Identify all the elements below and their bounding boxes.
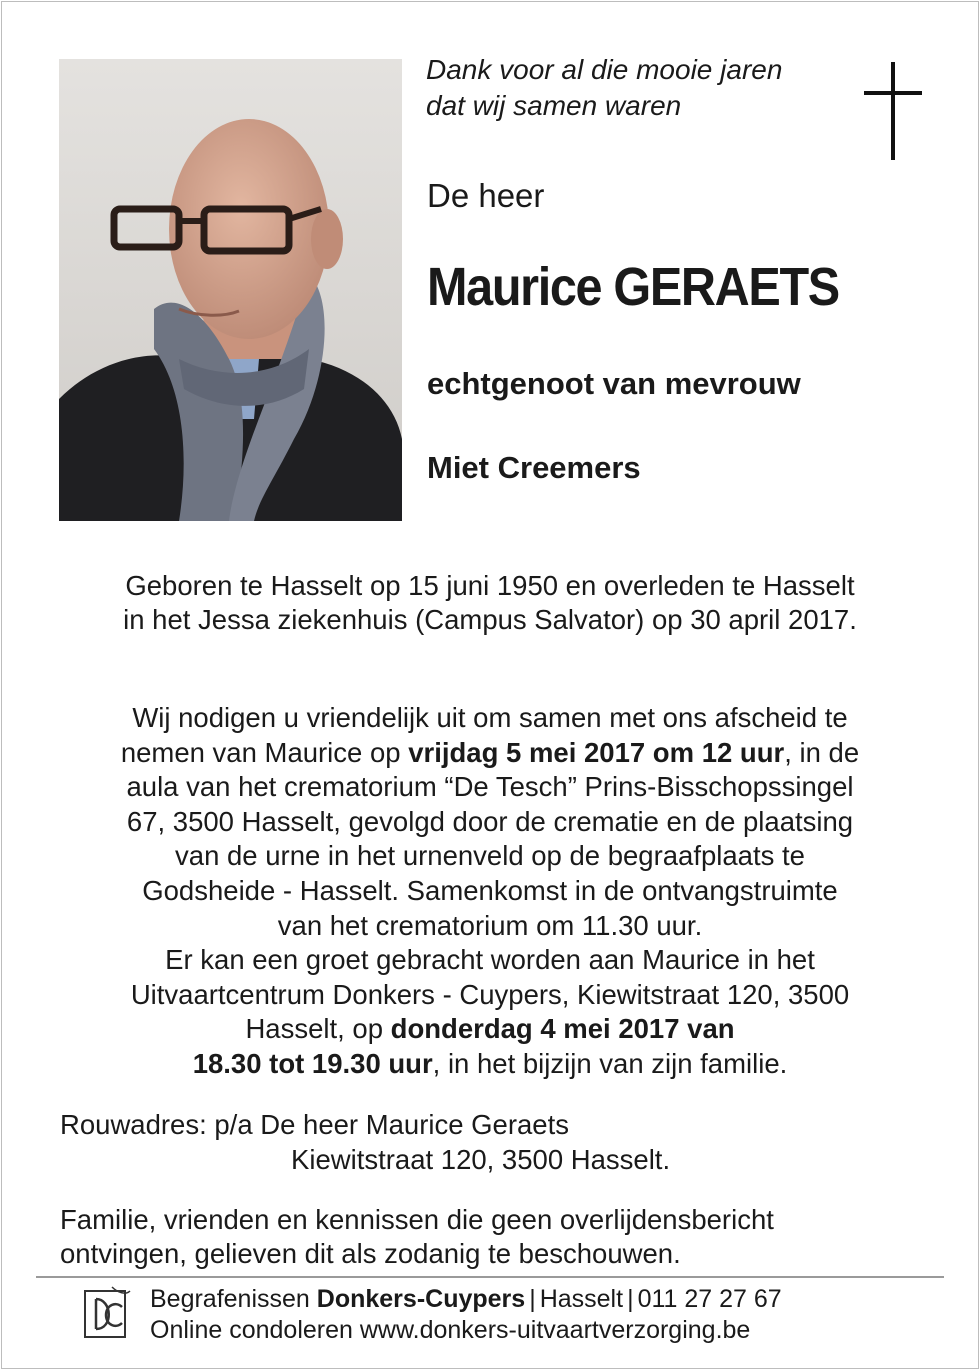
invite-line: Wij nodigen u vriendelijk uit om samen met ons afscheid te	[132, 702, 848, 733]
salutation: De heer	[427, 177, 545, 214]
invite-line: aula van het crematorium “De Tesch” Prins-Bisschopssingel	[126, 771, 854, 803]
born-line-1: Geboren te Hasselt op 15 juni 1950 en overleden te Hasselt	[125, 570, 855, 601]
family-line-2: ontvingen, gelieven dit als zodanig te beschouwen.	[60, 1238, 681, 1269]
birth-death-info	[30, 569, 950, 637]
footer-separator: |	[627, 1285, 634, 1313]
spouse-name: Miet Creemers	[427, 450, 641, 485]
quote-line-2: dat wij samen waren	[426, 90, 682, 121]
invite-text: nemen van Maurice op	[120, 736, 409, 768]
invite-line	[30, 1047, 950, 1082]
footer	[150, 1284, 782, 1346]
visitation-time: 18.30 tot 19.30 uur	[192, 1047, 433, 1079]
footer-prefix: Begrafenissen	[150, 1285, 317, 1313]
footer-divider	[36, 1276, 944, 1278]
cross-icon	[864, 62, 922, 160]
footer-phone: 011 27 27 67	[637, 1285, 782, 1313]
ceremony-date: vrijdag 5 mei 2017 om 12 uur	[408, 736, 785, 768]
quote-line-1: Dank voor al die mooie jaren	[426, 54, 783, 85]
footer-separator: |	[529, 1285, 536, 1313]
invite-line: van het crematorium om 11.30 uur.	[277, 909, 703, 941]
invite-line: Godsheide - Hasselt. Samenkomst in de ontvangstruimte	[142, 874, 838, 906]
invite-text: Hasselt, op	[245, 1013, 391, 1045]
portrait-photo	[59, 59, 402, 521]
footer-city: Hasselt	[539, 1285, 624, 1313]
invite-line: van de urne in het urnenveld op de begraafplaats te	[175, 840, 805, 872]
family-line-1: Familie, vrienden en kennissen die geen overlijdensbericht	[60, 1204, 774, 1235]
invite-text: , in de	[784, 736, 860, 768]
invite-line: Uitvaartcentrum Donkers - Cuypers, Kiewitstraat 120, 3500	[130, 978, 850, 1010]
spouse-label: echtgenoot van mevrouw	[427, 366, 801, 401]
invite-line: 67, 3500 Hasselt, gevolgd door de crematie en de plaatsing	[126, 805, 854, 837]
ceremony-invitation	[30, 701, 950, 1082]
deceased-name: Maurice GERAETS	[427, 257, 839, 317]
dc-logo-icon	[82, 1285, 132, 1341]
invite-line: Er kan een groet gebracht worden aan Maurice in het	[165, 944, 815, 976]
invite-line	[30, 736, 950, 771]
quote	[426, 52, 782, 124]
invite-line	[30, 1012, 950, 1047]
invite-text: , in het bijzijn van zijn familie.	[432, 1047, 788, 1079]
company-name: Donkers-Cuypers	[316, 1285, 526, 1313]
footer-online: Online condoleren www.donkers-uitvaartverzorging.be	[150, 1316, 751, 1344]
mourning-address-line-2: Kiewitstraat 120, 3500 Hasselt.	[291, 1144, 671, 1175]
footer-line-1	[150, 1284, 782, 1315]
mourning-address-line-1: Rouwadres: p/a De heer Maurice Geraets	[60, 1109, 569, 1140]
born-line-2: in het Jessa ziekenhuis (Campus Salvator) op 30 april 2017.	[123, 604, 857, 635]
family-note	[60, 1203, 774, 1271]
visitation-date: donderdag 4 mei 2017 van	[390, 1013, 735, 1045]
